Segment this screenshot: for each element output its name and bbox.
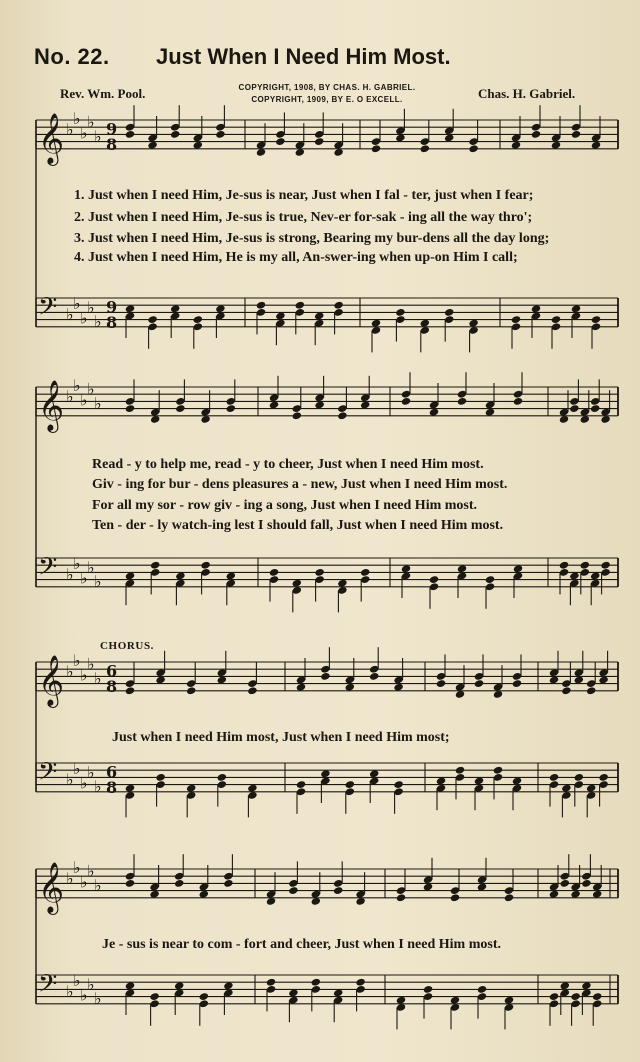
verse-2-line-a: 2. Just when I need Him, Je-sus is true, Nev-er for-sak - ing all the way thro'; <box>74 210 533 225</box>
flat-icon: ♭ <box>66 386 74 406</box>
note-head <box>549 773 559 782</box>
note-head <box>369 672 379 681</box>
note-head <box>333 301 343 310</box>
verse-4-line-b: Ten - der - ly watch-ing lest I should fall, Just when I need Him most. <box>92 518 504 533</box>
note-head <box>468 144 478 153</box>
note-head <box>292 411 302 420</box>
time-signature-top: 9 <box>106 119 118 139</box>
treble-clef-icon: 𝄞 <box>38 861 65 913</box>
copyright-line-1: COPYRIGHT, 1908, BY CHAS. H. GABRIEL. <box>238 83 416 92</box>
flat-icon: ♭ <box>66 770 74 789</box>
note-head <box>314 568 324 577</box>
note-head <box>580 561 590 570</box>
note-head <box>600 561 610 570</box>
flat-icon: ♭ <box>87 654 95 674</box>
flat-icon: ♭ <box>66 565 74 584</box>
note-head <box>444 308 454 317</box>
verse-2-line-b: Giv - ing for bur - dens pleasures a - new, Just when I need Him most. <box>92 477 508 492</box>
flat-icon: ♭ <box>73 858 81 877</box>
time-signature-bottom: 8 <box>106 312 118 332</box>
flat-icon: ♭ <box>94 394 102 413</box>
verse-1-line-b: Read - y to help me, read - y to cheer, Just when I need Him most. <box>92 457 484 472</box>
flat-icon: ♭ <box>94 312 102 332</box>
note-head <box>186 686 196 695</box>
time-signature-bottom: 8 <box>106 676 118 696</box>
note-head <box>149 992 159 1001</box>
note-head <box>355 978 365 987</box>
note-head <box>592 992 602 1001</box>
note-head <box>125 879 135 888</box>
note-head <box>199 992 209 1001</box>
bass-clef-icon: 𝄢 <box>38 757 58 793</box>
verse-4-line-a: 4. Just when I need Him, He is my all, An-swer-ing when up-on Him I call; <box>74 250 518 265</box>
flat-icon: ♭ <box>87 974 95 994</box>
flat-icon: ♭ <box>73 294 81 314</box>
note-head <box>296 780 306 789</box>
note-head <box>549 992 559 1001</box>
flat-icon: ♭ <box>80 665 88 685</box>
note-head <box>147 315 157 324</box>
note-head <box>295 301 305 310</box>
note-head <box>275 137 285 146</box>
flat-icon: ♭ <box>66 119 74 139</box>
note-head <box>574 773 584 782</box>
note-head <box>175 404 185 413</box>
note-head <box>581 879 591 888</box>
note-head <box>493 766 503 775</box>
flat-icon: ♭ <box>66 982 74 1001</box>
flat-icon: ♭ <box>80 123 88 143</box>
verse-1-line-a: 1. Just when I need Him, Je-sus is near, Just when I fal - ter, just when I fear; <box>74 188 534 203</box>
note-head <box>125 686 135 695</box>
time-signature-top: 6 <box>106 661 118 681</box>
note-head <box>513 397 523 406</box>
note-head <box>155 773 165 782</box>
note-head <box>223 879 233 888</box>
note-head <box>551 315 561 324</box>
note-head <box>590 404 600 413</box>
note-head <box>429 575 439 584</box>
flat-icon: ♭ <box>94 127 102 146</box>
note-head <box>450 893 460 902</box>
copyright-line-2: COPYRIGHT, 1909, BY E. O EXCELL. <box>251 95 403 104</box>
note-head <box>314 137 324 146</box>
flat-icon: ♭ <box>80 308 88 328</box>
note-head <box>504 893 514 902</box>
flat-icon: ♭ <box>80 985 88 1005</box>
treble-clef-icon: 𝄞 <box>38 379 65 431</box>
flat-icon: ♭ <box>73 971 81 991</box>
flat-icon: ♭ <box>87 297 95 317</box>
note-head <box>455 766 465 775</box>
flat-icon: ♭ <box>87 379 95 399</box>
flat-icon: ♭ <box>87 557 95 577</box>
note-head <box>174 879 184 888</box>
flat-icon: ♭ <box>80 390 88 410</box>
flat-icon: ♭ <box>80 568 88 588</box>
note-head <box>531 130 541 139</box>
note-head <box>226 404 236 413</box>
note-head <box>320 672 330 681</box>
note-head <box>570 992 580 1001</box>
bass-clef-icon: 𝄢 <box>38 969 58 1005</box>
note-head <box>559 561 569 570</box>
flat-icon: ♭ <box>87 762 95 782</box>
note-head <box>311 978 321 987</box>
note-head <box>393 780 403 789</box>
flat-icon: ♭ <box>87 861 95 881</box>
treble-clef-icon: 𝄞 <box>38 112 65 164</box>
note-head <box>266 978 276 987</box>
note-head <box>586 686 596 695</box>
note-head <box>571 130 581 139</box>
flat-icon: ♭ <box>73 651 81 670</box>
time-signature-bottom: 8 <box>106 777 118 797</box>
flat-icon: ♭ <box>94 777 102 797</box>
note-head <box>256 301 266 310</box>
chorus-lyric-1: Just when I need Him most, Just when I need Him most; <box>112 730 450 745</box>
note-head <box>569 404 579 413</box>
note-head <box>193 315 203 324</box>
flat-icon: ♭ <box>73 109 81 128</box>
treble-clef-icon: 𝄞 <box>38 654 65 706</box>
note-head <box>269 568 279 577</box>
flat-icon: ♭ <box>66 661 74 681</box>
time-signature-bottom: 8 <box>106 134 118 154</box>
chorus-label: CHORUS. <box>100 640 155 652</box>
note-head <box>396 893 406 902</box>
flat-icon: ♭ <box>87 112 95 132</box>
hymn-title: Just When I Need Him Most. <box>156 44 451 69</box>
note-head <box>288 886 298 895</box>
chorus-lyric-2: Je - sus is near to com - fort and cheer, Just when I need Him most. <box>102 937 501 952</box>
flat-icon: ♭ <box>80 773 88 793</box>
note-head <box>150 561 160 570</box>
note-head <box>560 879 570 888</box>
note-head <box>395 308 405 317</box>
note-head <box>474 679 484 688</box>
note-head <box>337 411 347 420</box>
flat-icon: ♭ <box>73 759 81 779</box>
bass-clef-icon: 𝄢 <box>38 292 58 328</box>
note-head <box>200 561 210 570</box>
note-head <box>457 397 467 406</box>
note-head <box>215 130 225 139</box>
note-head <box>401 397 411 406</box>
flat-icon: ♭ <box>94 572 102 592</box>
flat-icon: ♭ <box>94 669 102 688</box>
verse-3-line-a: 3. Just when I need Him, Je-sus is strong, Bearing my bur-dens all the day long; <box>74 231 550 246</box>
flat-icon: ♭ <box>66 868 74 888</box>
flat-icon: ♭ <box>73 554 81 574</box>
time-signature-top: 9 <box>106 297 118 317</box>
note-head <box>247 686 257 695</box>
note-head <box>511 315 521 324</box>
note-head <box>561 686 571 695</box>
note-head <box>360 568 370 577</box>
note-head <box>125 130 135 139</box>
note-head <box>217 773 227 782</box>
note-head <box>485 575 495 584</box>
hymn-number: No. 22. <box>34 44 110 69</box>
time-signature-top: 6 <box>106 762 118 782</box>
flat-icon: ♭ <box>80 872 88 892</box>
note-head <box>423 985 433 994</box>
note-head <box>420 144 430 153</box>
note-head <box>512 679 522 688</box>
music-credit: Chas. H. Gabriel. <box>478 86 576 101</box>
note-head <box>345 780 355 789</box>
note-head <box>125 404 135 413</box>
note-head <box>170 130 180 139</box>
note-head <box>371 144 381 153</box>
flat-icon: ♭ <box>94 876 102 895</box>
words-credit: Rev. Wm. Pool. <box>60 86 146 101</box>
note-head <box>333 886 343 895</box>
note-head <box>591 315 601 324</box>
flat-icon: ♭ <box>66 305 74 324</box>
bass-clef-icon: 𝄢 <box>38 552 58 588</box>
verse-3-line-b: For all my sor - row giv - ing a song, Just when I need Him most. <box>92 498 478 513</box>
note-head <box>598 773 608 782</box>
note-head <box>436 679 446 688</box>
flat-icon: ♭ <box>94 989 102 1009</box>
flat-icon: ♭ <box>73 376 81 395</box>
note-head <box>477 985 487 994</box>
